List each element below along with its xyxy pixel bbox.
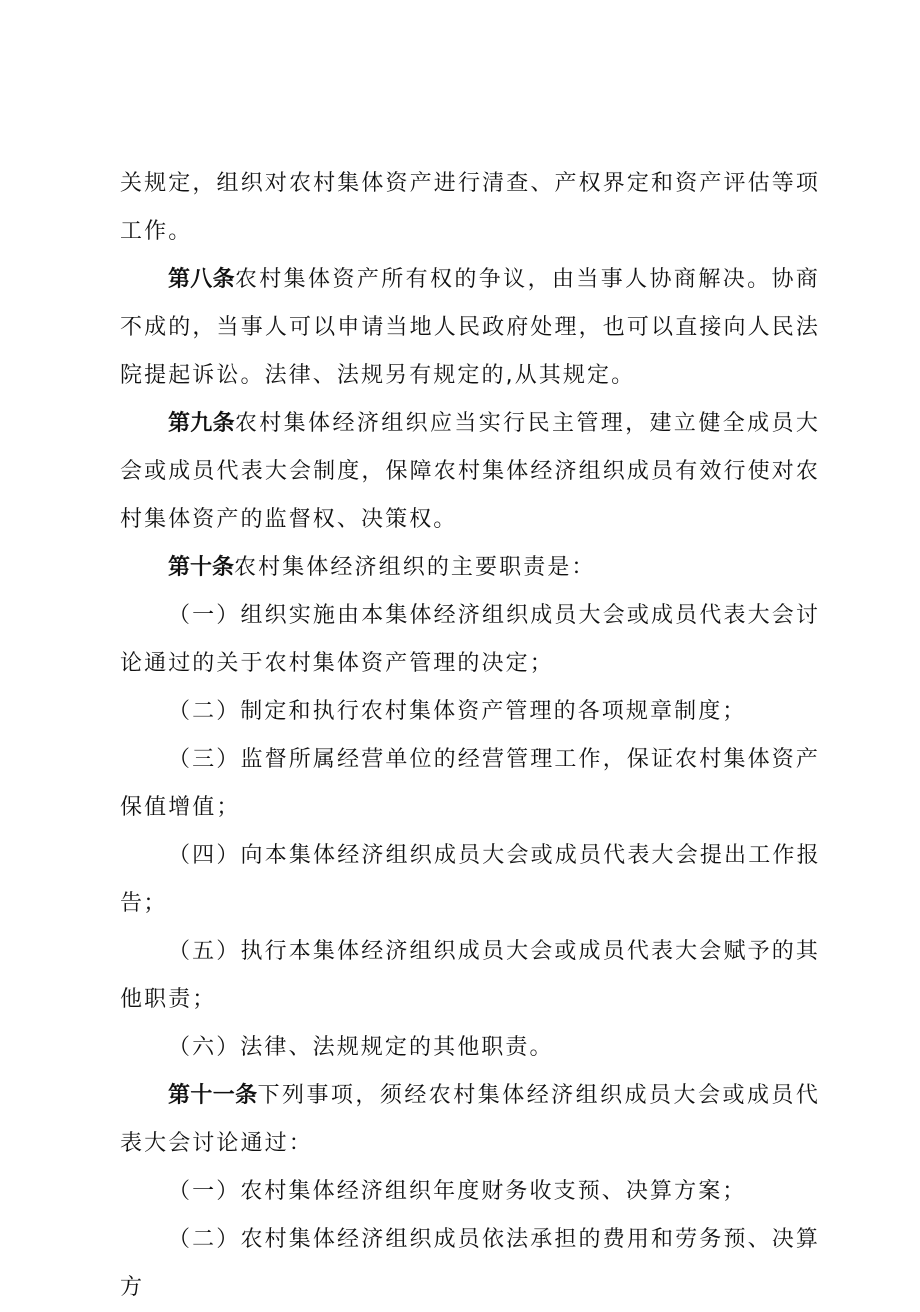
document-body	[120, 160, 820, 1312]
article-11	[120, 1072, 820, 1168]
article-10-item-1	[120, 592, 820, 688]
article-9	[120, 400, 820, 544]
article-10-item-3	[120, 736, 820, 832]
paragraph-text: （二）制定和执行农村集体资产管理的各项规章制度；	[168, 699, 747, 724]
article-10-item-4	[120, 832, 820, 928]
paragraph-text: 农村集体资产所有权的争议，由当事人协商解决。协商不成的，当事人可以申请当地人民政府处理，也可以直接向人民法院提起诉讼。法律、法规另有规定的,从其规定。	[120, 267, 820, 388]
paragraph-text: （三）监督所属经营单位的经营管理工作，保证农村集体资产保值增值；	[120, 747, 820, 820]
article-10-item-2	[120, 688, 820, 736]
article-label: 第九条	[168, 411, 235, 436]
paragraph-text: 下列事项，须经农村集体经济组织成员大会或成员代表大会讨论通过：	[120, 1083, 820, 1156]
article-11-item-2	[120, 1216, 820, 1312]
paragraph-text: （一）组织实施由本集体经济组织成员大会或成员代表大会讨论通过的关于农村集体资产管理的决定；	[120, 603, 820, 676]
article-11-item-1	[120, 1168, 820, 1216]
paragraph-text: （一）农村集体经济组织年度财务收支预、决算方案；	[168, 1179, 747, 1204]
paragraph-text: 关规定，组织对农村集体资产进行清查、产权界定和资产评估等项工作。	[120, 171, 820, 244]
article-10-item-5	[120, 928, 820, 1024]
article-label: 第八条	[168, 267, 235, 292]
paragraph-text: 农村集体经济组织应当实行民主管理，建立健全成员大会或成员代表大会制度，保障农村集体经济组织成员有效行使对农村集体资产的监督权、决策权。	[120, 411, 820, 532]
paragraph-text: （二）农村集体经济组织成员依法承担的费用和劳务预、决算方	[120, 1227, 820, 1300]
paragraph-text: （四）向本集体经济组织成员大会或成员代表大会提出工作报告；	[120, 843, 820, 916]
article-label: 第十条	[168, 555, 235, 580]
paragraph-continuation	[120, 160, 820, 256]
paragraph-text: （六）法律、法规规定的其他职责。	[168, 1035, 554, 1060]
article-10	[120, 544, 820, 592]
article-10-item-6	[120, 1024, 820, 1072]
article-label: 第十一条	[168, 1083, 258, 1108]
paragraph-text: （五）执行本集体经济组织成员大会或成员代表大会赋予的其他职责；	[120, 939, 820, 1012]
article-8	[120, 256, 820, 400]
paragraph-text: 农村集体经济组织的主要职责是：	[234, 555, 596, 580]
